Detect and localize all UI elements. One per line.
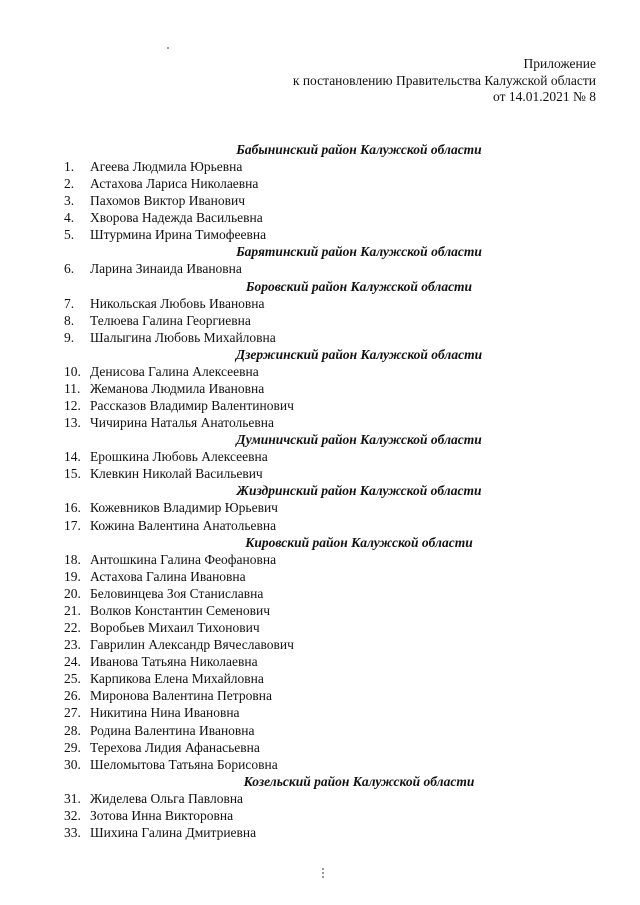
scan-marks	[320, 866, 326, 886]
list-item	[64, 448, 534, 465]
person-name: Миронова Валентина Петровна	[90, 688, 272, 704]
list-item	[64, 312, 534, 329]
list-item	[64, 260, 534, 277]
item-number: 25.	[64, 671, 81, 687]
district-heading: Кировский район Калужской области	[245, 534, 473, 550]
person-name: Агеева Людмила Юрьевна	[90, 159, 243, 174]
person-name: Клевкин Николай Васильевич	[90, 466, 263, 482]
person-name: Рассказов Владимир Валентинович	[90, 398, 294, 414]
person-name: Беловинцева Зоя Станиславна	[90, 585, 264, 601]
district-heading: Козельский район Калужской области	[243, 773, 475, 789]
list-item	[64, 329, 534, 346]
item-number: 33.	[64, 825, 81, 840]
item-number: 5.	[64, 227, 75, 243]
item-number: 14.	[64, 449, 81, 465]
person-name: Зотова Инна Викторовна	[90, 807, 234, 823]
item-number: 15.	[64, 466, 81, 482]
list-item	[64, 499, 534, 516]
list-item	[64, 551, 534, 568]
person-name: Никитина Нина Ивановна	[90, 705, 240, 721]
item-number: 19.	[64, 568, 81, 584]
list-item	[64, 739, 534, 756]
list-item	[64, 619, 534, 636]
person-name: Кожина Валентина Анатольевна	[90, 517, 277, 533]
appendix-date-number: от 14.01.2021 № 8	[493, 89, 596, 104]
person-name: Шеломытова Татьяна Борисовна	[90, 756, 278, 772]
item-number: 32.	[64, 807, 81, 823]
list-item	[64, 704, 534, 721]
item-number: 3.	[64, 193, 75, 209]
person-name: Шихина Галина Дмитриевна	[90, 825, 257, 840]
list-item	[64, 465, 534, 482]
person-name: Волков Константин Семенович	[90, 602, 271, 618]
item-number: 16.	[64, 500, 81, 516]
list-item	[64, 687, 534, 704]
item-number: 24.	[64, 654, 81, 670]
person-name: Шалыгина Любовь Михайловна	[90, 329, 276, 345]
list-item	[64, 158, 534, 175]
person-name: Астахова Лариса Николаевна	[90, 176, 259, 192]
list-item	[64, 602, 534, 619]
awardees-list	[64, 141, 534, 841]
person-name: Никольская Любовь Ивановна	[90, 295, 265, 311]
person-name: Хворова Надежда Васильевна	[90, 210, 263, 226]
list-item	[64, 192, 534, 209]
item-number: 30.	[64, 756, 81, 772]
person-name: Воробьев Михаил Тихонович	[90, 619, 260, 635]
list-item	[64, 585, 534, 602]
item-number: 23.	[64, 637, 81, 653]
list-item	[64, 414, 534, 431]
item-number: 2.	[64, 176, 75, 192]
person-name: Карпикова Елена Михайловна	[90, 671, 264, 687]
list-item	[64, 517, 534, 534]
item-number: 8.	[64, 312, 75, 328]
list-item	[64, 756, 534, 773]
list-item	[64, 295, 534, 312]
list-item	[64, 397, 534, 414]
item-number: 13.	[64, 415, 81, 431]
person-name: Жеманова Людмила Ивановна	[90, 380, 265, 396]
list-item	[64, 175, 534, 192]
person-name: Чичирина Наталья Анатольевна	[90, 415, 275, 431]
item-number: 4.	[64, 210, 75, 226]
district-heading: Бабынинский район Калужской области	[236, 142, 482, 157]
district-heading: Боровский район Калужской области	[245, 278, 473, 294]
item-number: 20.	[64, 585, 81, 601]
list-item	[64, 568, 534, 585]
scan-speck	[167, 47, 169, 49]
item-number: 26.	[64, 688, 81, 704]
item-number: 27.	[64, 705, 81, 721]
item-number: 11.	[64, 380, 81, 396]
list-item	[64, 807, 534, 824]
list-item	[64, 653, 534, 670]
item-number: 31.	[64, 790, 81, 806]
item-number: 7.	[64, 295, 75, 311]
item-number: 21.	[64, 602, 81, 618]
person-name: Антошкина Галина Феофановна	[90, 551, 277, 567]
district-heading: Дзержинский район Калужской области	[235, 346, 483, 362]
list-item	[64, 636, 534, 653]
person-name: Ерошкина Любовь Алексеевна	[90, 449, 268, 465]
item-number: 29.	[64, 739, 81, 755]
list-item	[64, 790, 534, 807]
person-name: Денисова Галина Алексеевна	[90, 363, 259, 379]
list-item	[64, 824, 534, 841]
appendix-decree-ref: к постановлению Правительства Калужской области	[292, 72, 596, 88]
district-heading: Барятинский район Калужской области	[236, 244, 482, 260]
item-number: 18.	[64, 551, 81, 567]
list-item	[64, 209, 534, 226]
list-item	[64, 670, 534, 687]
person-name: Ларина Зинаида Ивановна	[90, 261, 242, 277]
item-number: 6.	[64, 261, 75, 277]
item-number: 12.	[64, 398, 81, 414]
person-name: Астахова Галина Ивановна	[90, 568, 246, 584]
person-name: Пахомов Виктор Иванович	[90, 193, 246, 209]
item-number: 22.	[64, 619, 81, 635]
list-item	[64, 226, 534, 243]
item-number: 28.	[64, 722, 81, 738]
person-name: Иванова Татьяна Николаевна	[90, 654, 258, 670]
item-number: 17.	[64, 517, 81, 533]
appendix-label: Приложение	[523, 56, 596, 71]
list-item	[64, 380, 534, 397]
person-name: Штурмина Ирина Тимофеевна	[90, 227, 267, 243]
appendix-header	[293, 56, 596, 106]
item-number: 10.	[64, 363, 81, 379]
list-item	[64, 363, 534, 380]
item-number: 1.	[64, 159, 75, 174]
person-name: Жиделева Ольга Павловна	[90, 790, 244, 806]
person-name: Гаврилин Александр Вячеславович	[90, 637, 294, 653]
person-name: Родина Валентина Ивановна	[90, 722, 255, 738]
list-item	[64, 722, 534, 739]
person-name: Терехова Лидия Афанасьевна	[90, 739, 260, 755]
person-name: Телюева Галина Георгиевна	[90, 312, 251, 328]
district-heading: Думиничский район Калужской области	[236, 432, 482, 448]
person-name: Кожевников Владимир Юрьевич	[90, 500, 278, 516]
item-number: 9.	[64, 329, 75, 345]
district-heading: Жиздринский район Калужской области	[236, 483, 482, 499]
